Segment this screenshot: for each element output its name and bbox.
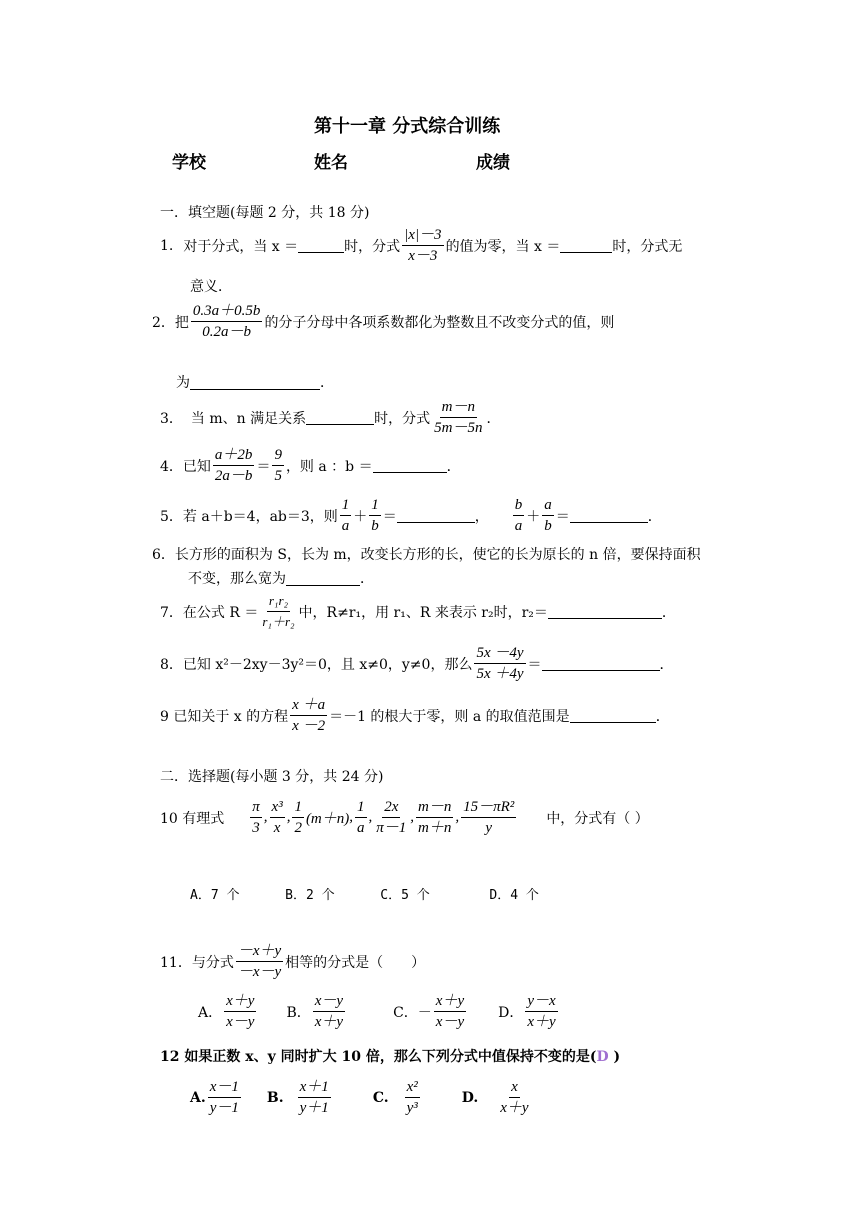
q10-expr-2: $\frac{\text{x³}}{x}$ <box>271 799 283 836</box>
q10-option-b[interactable]: B．2 个 <box>285 888 335 903</box>
q2-number: 2．把 <box>152 314 189 331</box>
question-7 <box>160 592 676 631</box>
q10-expr-6: $\frac{m-n}{m+n}$ <box>418 799 452 836</box>
q8-fraction: $\frac{5x -4y}{5x +4y}$ <box>476 645 524 682</box>
question-5 <box>160 496 662 535</box>
question-6-line-2 <box>188 568 374 588</box>
q2-fraction: $\frac{0.3a+0.5b}{0.2a-b}$ <box>192 303 261 340</box>
q1-text-1: 对于分式，当 x ＝ <box>183 238 299 255</box>
q10-expr-1: $\frac{\pi}{3}$ <box>252 799 260 836</box>
q1-text-5: 意义． <box>190 279 232 295</box>
q10-option-a[interactable]: A．7 个 <box>190 888 240 903</box>
q2-blank[interactable] <box>190 375 320 390</box>
q10-expr-7: $\frac{\text{15－πR²}}{y}$ <box>463 799 515 836</box>
q11-option-b[interactable]: B． $\frac{x-y}{x+y}$ <box>286 993 344 1030</box>
q11-option-c[interactable]: C．－ $\frac{x+y}{x-y}$ <box>393 993 465 1030</box>
q9-text-1: 9 已知关于 x 的方程 <box>160 708 289 725</box>
q5-fraction-2: $\frac{1}{b}$ <box>371 497 379 534</box>
q12-option-a[interactable]: A. $\frac{x-1}{y-1}$ <box>190 1079 239 1116</box>
q7-fraction: $\frac{\text{r₁r₂}}{\text{r₁＋r₂}}$ <box>262 593 295 629</box>
q11-fraction: $\frac{-x+y}{-x-y}$ <box>237 943 282 980</box>
question-11 <box>160 942 425 981</box>
q4-equals: ＝ <box>256 458 271 475</box>
q5-fraction-1: $\frac{1}{a}$ <box>341 497 350 534</box>
question-8 <box>160 644 674 683</box>
question-4 <box>160 446 461 485</box>
page-title: 第十一章 分式综合训练 <box>314 116 501 137</box>
q3-blank[interactable] <box>306 410 374 425</box>
question-2 <box>152 302 614 341</box>
q11-options <box>198 992 560 1031</box>
q4-number: 4．已知 <box>160 458 211 475</box>
q4-text-1: ，则 a ：b ＝ <box>285 458 373 475</box>
question-9 <box>160 696 670 735</box>
q1-blank-1[interactable] <box>298 238 344 253</box>
q10-option-d[interactable]: D．4 个 <box>489 888 539 903</box>
section-1-heading: 一．填空题(每题 2 分，共 18 分) <box>160 205 370 221</box>
q1-blank-2[interactable] <box>560 238 612 253</box>
q11-option-d[interactable]: D． $\frac{y-x}{x+y}$ <box>498 993 556 1030</box>
q10-expr-5: $\frac{2x}{\pi-1}$ <box>376 799 407 836</box>
q7-text-1: 中，R≠r₁，用 r₁、R 来表示 r₂时，r₂＝ <box>298 604 548 621</box>
q2-text-2: 为 <box>176 375 190 391</box>
q10-number: 10 有理式 <box>160 810 225 827</box>
q10-option-c[interactable]: C．5 个 <box>380 888 430 903</box>
q2-text-3: ． <box>320 375 334 391</box>
q12-text-1: 12 如果正数 x、y 同时扩大 10 倍，那么下列分式中值保持不变的是( <box>160 1049 597 1065</box>
name-label: 姓名 <box>314 153 348 173</box>
q3-fraction: $\frac{m-n}{5m-5n}$ <box>434 399 483 436</box>
q6-text-1: 6．长方形的面积为 S，长为 m，改变长方形的长，使它的长为原长的 n 倍，要保持面积 <box>152 547 701 563</box>
q4-fraction-1: $\frac{a+2b}{2a-b}$ <box>214 447 253 484</box>
q1-text-2: 时，分式 <box>344 238 401 255</box>
q5-fraction-4: $\frac{a}{b}$ <box>544 497 552 534</box>
q8-text-2: ． <box>659 656 674 673</box>
q3-text-1: 当 m、n 满足关系 <box>190 410 307 427</box>
q9-text-3: ． <box>655 708 670 725</box>
q5-blank-2[interactable] <box>570 508 648 523</box>
q9-text-2: ＝－1 的根大于零，则 a 的取值范围是 <box>329 708 570 725</box>
q5-comma: ， <box>474 508 489 525</box>
q9-blank[interactable] <box>570 708 656 723</box>
q10-text: 中，分式有（ ） <box>546 810 649 827</box>
q4-text-2: ． <box>446 458 461 475</box>
q3-number: 3． <box>160 410 183 427</box>
q10-expr-4: $\frac{1}{a}$ <box>357 799 365 836</box>
q12-options <box>190 1078 533 1117</box>
school-label: 学校 <box>172 153 206 173</box>
q6-text-2: 不变，那么宽为 <box>188 571 286 587</box>
q6-text-3: ． <box>360 571 374 587</box>
q1-text-3: 的值为零，当 x ＝ <box>445 238 561 255</box>
q1-text-4: 时，分式无 <box>612 238 683 255</box>
q10-options <box>190 884 539 903</box>
q11-number: 11．与分式 <box>160 954 234 971</box>
q5-plus-1: ＋ <box>353 508 368 525</box>
q12-text-2: ) <box>608 1049 621 1065</box>
q5-fraction-3: $\frac{b}{a}$ <box>514 497 523 534</box>
q6-blank[interactable] <box>286 571 360 586</box>
q8-blank[interactable] <box>542 656 660 671</box>
question-10: 10 有理式 $\frac{\pi}{3}$ , $\frac{\text{x³}}{x}$ , $\frac{1}{2}$ (m＋n) , $\frac{1}{a}$ , $\frac{2x}{\pi-1}$ , $\frac{m-n}{m+n}$ , $\frac{\text{15－πR²}}{y}$ 中，分式有（ ） <box>160 799 649 836</box>
q5-blank-1[interactable] <box>397 508 475 523</box>
q3-text-2: 时，分式 <box>374 410 431 427</box>
q12-answer: D <box>596 1049 609 1065</box>
q12-option-b[interactable]: B. $\frac{x+1}{y+1}$ <box>266 1079 329 1116</box>
q7-blank[interactable] <box>548 604 662 619</box>
q5-plus-2: ＋ <box>526 508 541 525</box>
q8-text-1: 8．已知 x²－2xy－3y²＝0，且 x≠0，y≠0，那么 <box>160 656 473 673</box>
q8-equals: ＝ <box>527 656 542 673</box>
question-2-line-2 <box>176 372 334 392</box>
q11-option-a[interactable]: A． $\frac{x+y}{x-y}$ <box>198 993 255 1030</box>
q5-end: ． <box>647 508 662 525</box>
q1-number: 1. <box>160 237 174 254</box>
q4-fraction-2: $\frac{9}{5}$ <box>274 447 282 484</box>
q7-text-2: ． <box>661 604 676 621</box>
question-1 <box>160 226 682 265</box>
q9-fraction: $\frac{x +a}{x -2}$ <box>292 697 326 734</box>
q4-blank[interactable] <box>373 458 447 473</box>
q5-equals-1: ＝ <box>382 508 397 525</box>
question-3 <box>160 398 500 437</box>
q3-text-3: ． <box>486 410 501 427</box>
q5-equals-2: ＝ <box>555 508 570 525</box>
q10-mn: (m＋n) <box>305 811 350 827</box>
q7-number: 7．在公式 R ＝ <box>160 604 259 621</box>
question-12 <box>160 1046 620 1066</box>
q2-text-1: 的分子分母中各项系数都化为整数且不改变分式的值，则 <box>264 314 615 331</box>
score-label: 成绩 <box>476 153 510 173</box>
q12-option-d[interactable]: D. $\frac{x}{x+y}$ <box>461 1079 529 1116</box>
q10-expr-3: $\frac{1}{2}$ <box>294 799 302 836</box>
q1-fraction: $\frac{|x|-3}{x-3}$ <box>404 227 442 264</box>
q11-text: 相等的分式是（ ） <box>285 954 426 971</box>
q12-option-c[interactable]: C. $\frac{\text{x²}}{\text{y³}}$ <box>372 1079 418 1116</box>
section-2-heading: 二．选择题(每小题 3 分，共 24 分) <box>160 769 384 785</box>
q5-text-1: 5．若 a＋b＝4，ab＝3，则 <box>160 508 338 525</box>
